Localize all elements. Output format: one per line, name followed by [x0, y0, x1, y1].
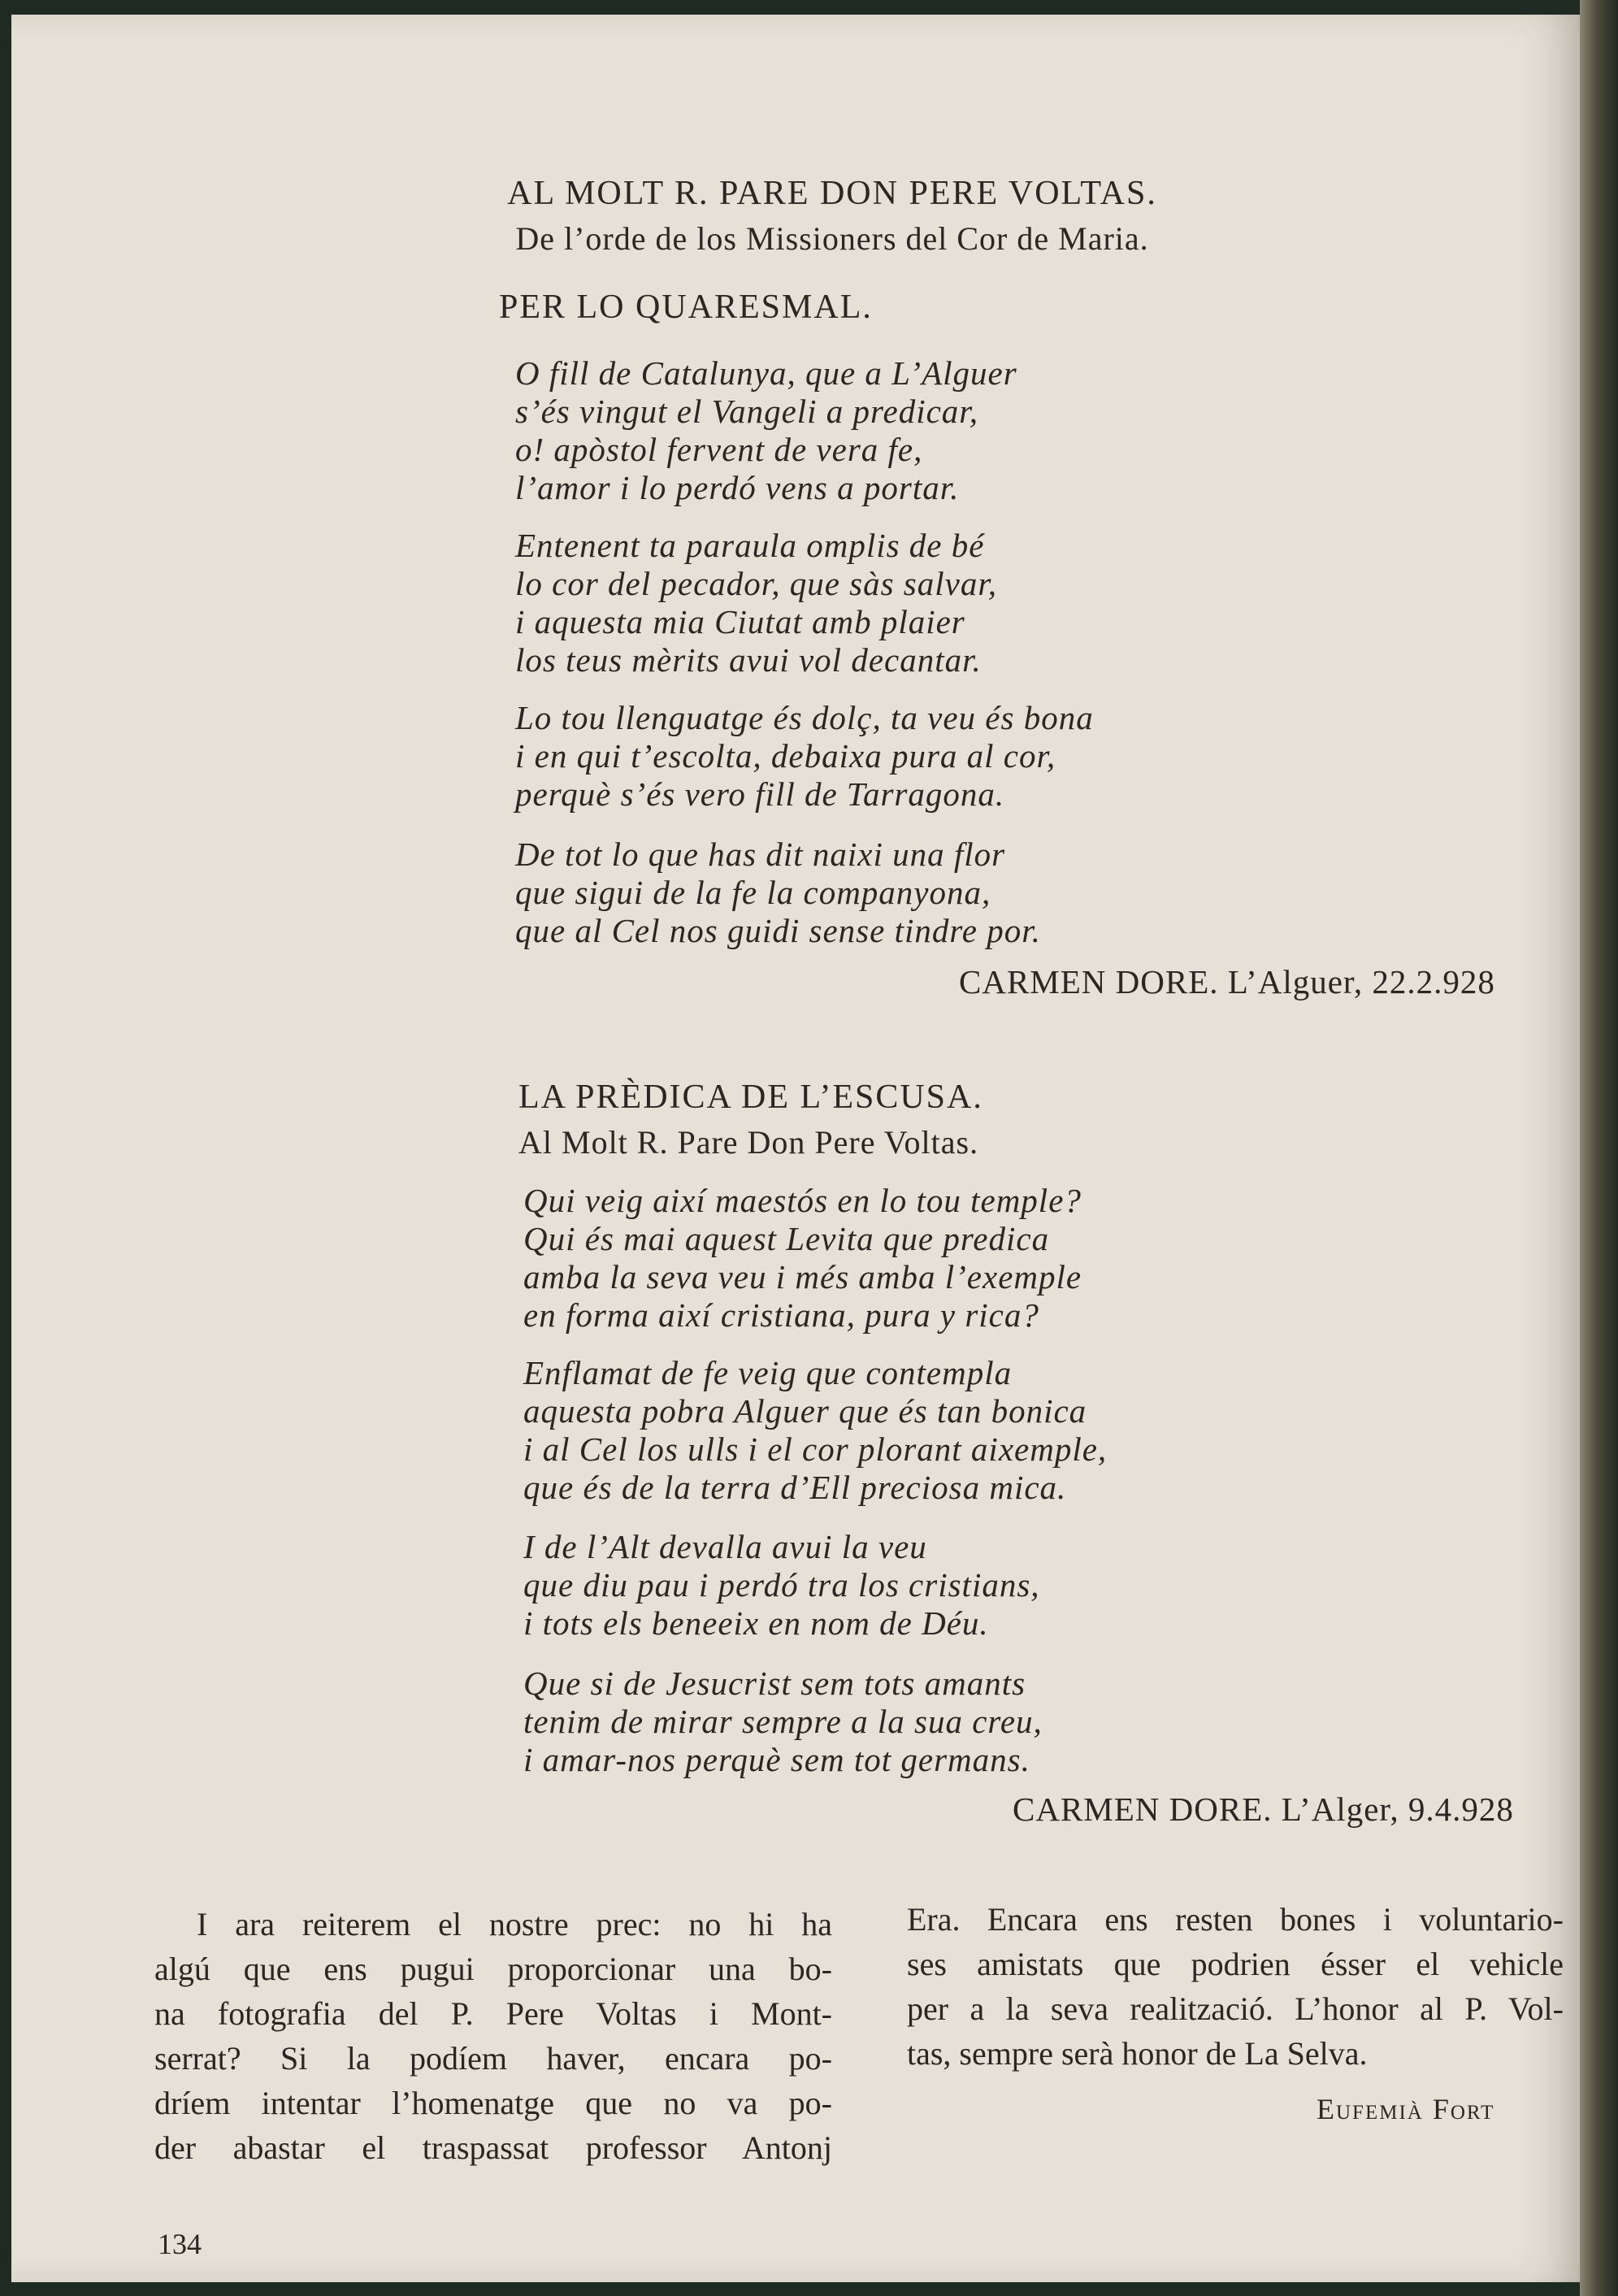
prose-line: algú que ens pugui proporcionar una bo- — [154, 1951, 832, 1987]
poem-line: en forma així cristiana, pura y rica? — [523, 1296, 1039, 1334]
prose-line: na fotografia del P. Pere Voltas i Mont- — [154, 1995, 832, 2032]
prose-right-column — [907, 1897, 1564, 2076]
prose-line: der abastar el traspassat professor Antonj — [154, 2129, 832, 2166]
document-page — [11, 15, 1580, 2282]
poem1-stanza-4 — [515, 836, 1041, 950]
poem1-stanza-1 — [515, 354, 1017, 507]
poem-line: Entenent ta paraula omplis de bé — [515, 527, 985, 564]
poem-line: que és de la terra d’Ell preciosa mica. — [523, 1469, 1067, 1506]
poem1-stanza-3 — [515, 699, 1094, 814]
poem-line: que sigui de la fe la companyona, — [515, 874, 991, 911]
poem1-title: AL MOLT R. PARE DON PERE VOLTAS. — [507, 175, 1157, 212]
poem-line: i tots els beneeix en nom de Déu. — [523, 1604, 989, 1642]
poem2-title: LA PRÈDICA DE L’ESCUSA. — [518, 1079, 983, 1116]
poem2-stanza-3 — [523, 1528, 1040, 1643]
poem-line: amba la seva veu i més amba l’exemple — [523, 1258, 1082, 1296]
poem-line: perquè s’és vero fill de Tarragona. — [515, 775, 1005, 813]
prose-line: Era. Encara ens resten bones i voluntario- — [907, 1901, 1564, 1938]
poem-line: Qui veig així maestós en lo tou temple? — [523, 1182, 1082, 1219]
prose-left-column — [154, 1902, 832, 2170]
poem2-stanza-4 — [523, 1664, 1043, 1779]
prose-line: ses amistats que podrien ésser el vehicle — [907, 1946, 1564, 1982]
prose-line: per a la seva realització. L’honor al P. Vol- — [907, 1990, 1564, 2027]
poem-line: aquesta pobra Alguer que és tan bonica — [523, 1392, 1087, 1430]
poem2-signature: CARMEN DORE. L’Alger, 9.4.928 — [1013, 1790, 1514, 1828]
poem1-signature: CARMEN DORE. L’Alguer, 22.2.928 — [959, 963, 1495, 1000]
book-spine-edge — [1580, 0, 1618, 2296]
poem2-subtitle: Al Molt R. Pare Don Pere Voltas. — [518, 1124, 979, 1161]
page-number: 134 — [158, 2228, 202, 2260]
prose-line: serrat? Si la podíem haver, encara po- — [154, 2040, 832, 2077]
poem-line: i en qui t’escolta, debaixa pura al cor, — [515, 737, 1056, 775]
poem1-subtitle: De l’orde de los Missioners del Cor de Maria. — [515, 220, 1149, 257]
prose-line: I ara reiterem el nostre prec: no hi ha — [197, 1906, 832, 1942]
poem-line: i al Cel los ulls i el cor plorant aixemple, — [523, 1430, 1108, 1468]
poem-line: que al Cel nos guidi sense tindre por. — [515, 912, 1041, 949]
prose-line: tas, sempre serà honor de La Selva. — [907, 2035, 1368, 2072]
article-author: Eufemià Fort — [1317, 2093, 1495, 2125]
poem1-heading: PER LO QUARESMAL. — [499, 289, 873, 326]
poem2-stanza-1 — [523, 1182, 1082, 1335]
poem-line: l’amor i lo perdó vens a portar. — [515, 469, 960, 506]
poem2-stanza-2 — [523, 1354, 1107, 1507]
poem-line: los teus mèrits avui vol decantar. — [515, 641, 982, 679]
poem-line: O fill de Catalunya, que a L’Alguer — [515, 354, 1017, 392]
poem-line: lo cor del pecador, que sàs salvar, — [515, 565, 998, 602]
poem-line: Lo tou llenguatge és dolç, ta veu és bona — [515, 699, 1094, 736]
poem-line: Enflamat de fe veig que contempla — [523, 1354, 1013, 1391]
poem-line: tenim de mirar sempre a la sua creu, — [523, 1703, 1043, 1740]
poem-line: i amar-nos perquè sem tot germans. — [523, 1741, 1030, 1778]
poem-line: Que si de Jesucrist sem tots amants — [523, 1664, 1026, 1702]
poem-line: s’és vingut el Vangeli a predicar, — [515, 393, 978, 430]
poem1-stanza-2 — [515, 527, 997, 679]
prose-line: dríem intentar l’homenatge que no va po- — [154, 2085, 832, 2121]
poem-line: i aquesta mia Ciutat amb plaier — [515, 603, 965, 640]
poem-line: De tot lo que has dit naixi una flor — [515, 836, 1006, 873]
poem-line: o! apòstol fervent de vera fe, — [515, 431, 923, 468]
poem-line: que diu pau i perdó tra los cristians, — [523, 1566, 1040, 1604]
poem-line: I de l’Alt devalla avui la veu — [523, 1528, 927, 1565]
poem-line: Qui és mai aquest Levita que predica — [523, 1220, 1050, 1257]
